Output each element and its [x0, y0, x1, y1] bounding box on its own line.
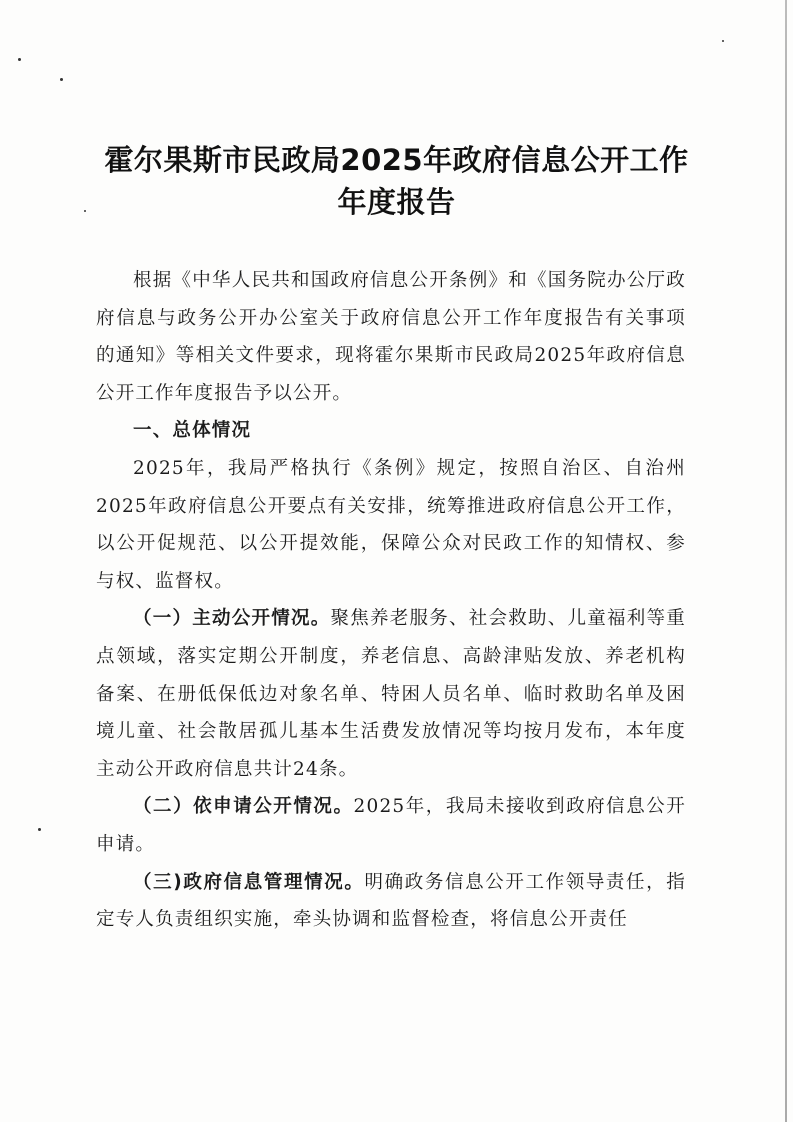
scan-speck	[18, 58, 21, 61]
section-heading: 一、总体情况	[133, 420, 252, 442]
subsection2-text: 2025年，我局未接收到政府信息公开申请。	[96, 796, 687, 855]
subsection3-text: 明确政务信息公开工作领导责任，指定专人负责组织实施，牵头协调和监督检查，将信息公开责任	[96, 871, 687, 931]
subsection3-label: （三)政府信息管理情况。	[133, 871, 365, 893]
subsection1-paragraph	[96, 600, 686, 788]
scan-speck	[722, 40, 724, 42]
document-title-line2: 年度报告	[337, 185, 456, 219]
subsection2-label: （二）依申请公开情况。	[133, 796, 354, 818]
scan-edge-line	[785, 0, 787, 1122]
subsection3-paragraph	[96, 864, 686, 939]
subsection2-paragraph	[96, 788, 686, 863]
scan-speck	[60, 78, 63, 81]
intro-paragraph: 根据《中华人民共和国政府信息公开条例》和《国务院办公厅政府信息与政务公开办公室关于政府信息公开工作年度报告有关事项的通知》等相关文件要求，现将霍尔果斯市民政局2025年政府信息公开工作年度报告予以公开。	[96, 270, 686, 404]
document-body	[96, 262, 686, 939]
document-title-line1: 霍尔果斯市民政局2025年政府信息公开工作	[104, 143, 689, 177]
section1-paragraph: 2025年，我局严格执行《条例》规定，按照自治区、自治州2025年政府信息公开要点有关安排，统筹推进政府信息公开工作，以公开促规范、以公开提效能，保障公众对民政工作的知情权、参与权、监督权。	[96, 457, 686, 592]
scan-speck	[38, 828, 41, 831]
subsection1-text: 聚焦养老服务、社会救助、儿童福利等重点领域，落实定期公开制度，养老信息、高龄津贴发放、养老机构备案、在册低保低边对象名单、特困人员名单、临时救助名单及困境儿童、社会散居孤儿基本生活费发放情况等均按月发布，本年度主动公开政府信息共计24条。	[96, 608, 686, 780]
subsection1-label: （一）主动公开情况。	[133, 608, 331, 630]
